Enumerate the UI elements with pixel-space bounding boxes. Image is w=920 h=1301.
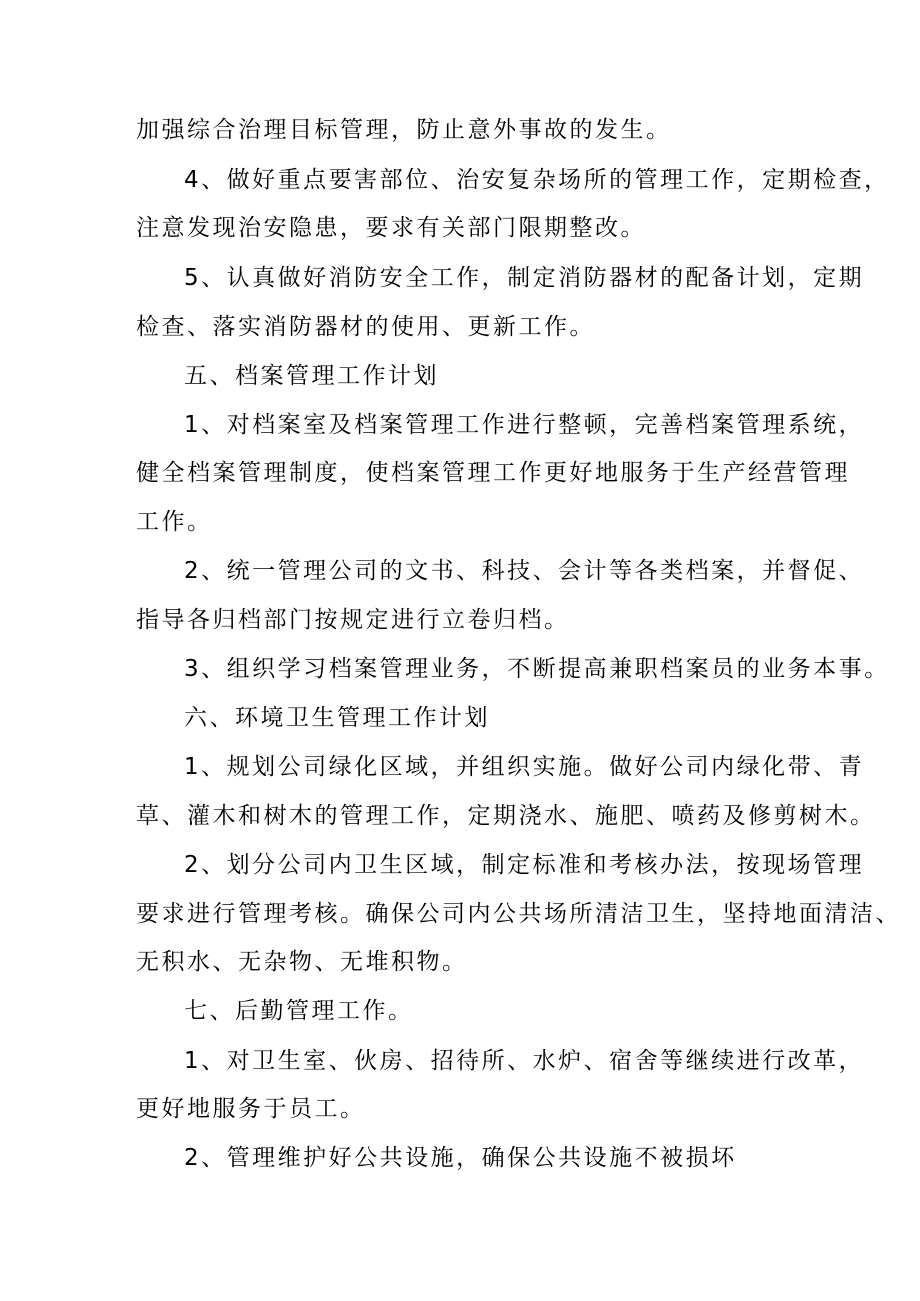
text-line: 2、管理维护好公共设施，确保公共设施不被损坏 (184, 1145, 737, 1171)
section-heading: 五、档案管理工作计划 (184, 363, 439, 389)
text-line: 1、对档案室及档案管理工作进行整顿，完善档案管理系统， (184, 412, 865, 438)
text-line: 更好地服务于员工。 (136, 1096, 366, 1122)
text-line: 5、认真做好消防安全工作，制定消防器材的配备计划，定期 (184, 265, 865, 291)
text-line: 要求进行管理考核。确保公司内公共场所清洁卫生，坚持地面清洁、 (136, 901, 901, 927)
text-line: 4、做好重点要害部位、治安复杂场所的管理工作，定期检查， (184, 167, 890, 193)
text-line: 检查、落实消防器材的使用、更新工作。 (136, 314, 595, 340)
text-line: 3、组织学习档案管理业务，不断提高兼职档案员的业务本事。 (184, 656, 890, 682)
text-line: 草、灌木和树木的管理工作，定期浇水、施肥、喷药及修剪树木。 (136, 803, 876, 829)
text-line: 1、对卫生室、伙房、招待所、水炉、宿舍等继续进行改革， (184, 1048, 865, 1074)
text-line: 加强综合治理目标管理，防止意外事故的发生。 (136, 117, 672, 143)
text-line: 工作。 (136, 509, 213, 535)
text-line: 无积水、无杂物、无堆积物。 (136, 949, 468, 975)
section-heading: 六、环境卫生管理工作计划 (184, 705, 490, 731)
text-line: 2、划分公司内卫生区域，制定标准和考核办法，按现场管理 (184, 852, 865, 878)
text-line: 健全档案管理制度，使档案管理工作更好地服务于生产经营管理 (136, 460, 850, 486)
section-heading: 七、后勤管理工作。 (184, 998, 414, 1024)
text-line: 指导各归档部门按规定进行立卷归档。 (136, 607, 570, 633)
text-line: 注意发现治安隐患，要求有关部门限期整改。 (136, 215, 646, 241)
text-line: 2、统一管理公司的文书、科技、会计等各类档案，并督促、 (184, 558, 865, 584)
text-line: 1、规划公司绿化区域，并组织实施。做好公司内绿化带、青 (184, 754, 865, 780)
